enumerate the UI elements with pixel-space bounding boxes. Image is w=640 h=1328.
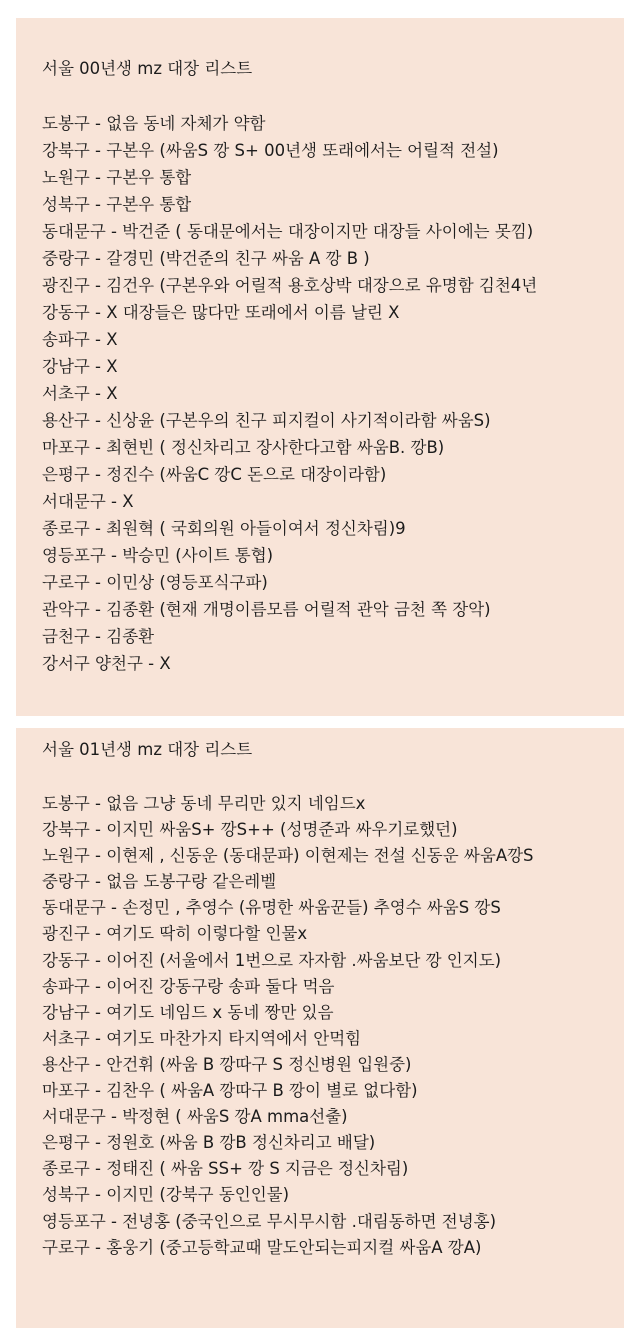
- list-item: 강북구 - 이지민 싸움S+ 깡S++ (성명준과 싸우기로했던): [42, 820, 458, 840]
- list-item: 송파구 - X: [42, 330, 118, 349]
- list-item: 영등포구 - 박승민 (사이트 통협): [42, 546, 274, 565]
- list-item: 구로구 - 이민상 (영등포식구파): [42, 573, 268, 592]
- list-item: 송파구 - 이어진 강동구랑 송파 둘다 먹음: [42, 976, 335, 996]
- list-item: 금천구 - 김종환: [42, 627, 155, 646]
- list-item: 영등포구 - 전녕홍 (중국인으로 무시무시함 .대림동하면 전녕홍): [42, 1211, 497, 1231]
- list-item: 관악구 - 김종환 (현재 개명이름모름 어릴적 관악 금천 쪽 장악): [42, 600, 491, 619]
- list-item: 용산구 - 안건휘 (싸움 B 깡따구 S 정신병원 입원중): [42, 1054, 412, 1074]
- list-item: 서초구 - 여기도 마찬가지 타지역에서 안먹힘: [42, 1028, 362, 1048]
- list-item: 서초구 - X: [42, 384, 118, 403]
- list-item: 중랑구 - 갈경민 (박건준의 친구 싸움 A 깡 B ): [42, 249, 370, 268]
- list-card-2000: [16, 18, 624, 716]
- list-item: 동대문구 - 손정민 , 추영수 (유명한 싸움꾼들) 추영수 싸움S 깡S: [42, 898, 501, 918]
- list-item: 서대문구 - X: [42, 492, 134, 511]
- list-item: 강동구 - 이어진 (서울에서 1번으로 자자함 .싸움보단 깡 인지도): [42, 950, 502, 970]
- list-item: 성북구 - 이지민 (강북구 동인인물): [42, 1185, 290, 1205]
- list-item: 은평구 - 정진수 (싸움C 깡C 돈으로 대장이라함): [42, 465, 387, 484]
- list-item: 중랑구 - 없음 도봉구랑 같은레벨: [42, 872, 277, 892]
- district-list: [42, 110, 618, 677]
- list-item: 강북구 - 구본우 (싸움S 깡 S+ 00년생 또래에서는 어릴적 전설): [42, 141, 499, 160]
- list-item: 종로구 - 최원혁 ( 국회의원 아들이여서 정신차림)9: [42, 519, 406, 538]
- list-item: 마포구 - 최현빈 ( 정신차리고 장사한다고함 싸움B. 깡B): [42, 438, 445, 457]
- list-item: 강동구 - X 대장들은 많다만 또래에서 이름 날린 X: [42, 303, 400, 322]
- list-item: 도봉구 - 없음 그냥 동네 무리만 있지 네임드x: [42, 794, 366, 813]
- district-list: [42, 791, 618, 1261]
- list-item: 노원구 - 구본우 통합: [42, 168, 192, 187]
- list-card-2001: [16, 728, 624, 1328]
- list-item: 광진구 - 여기도 딱히 이렇다할 인물x: [42, 924, 308, 944]
- list-item: 동대문구 - 박건준 ( 동대문에서는 대장이지만 대장들 사이에는 못낌): [42, 222, 534, 241]
- list-item: 강남구 - 여기도 네임드 x 동네 짱만 있음: [42, 1002, 334, 1022]
- list-title: 서울 01년생 mz 대장 리스트: [42, 740, 253, 759]
- list-item: 서대문구 - 박정현 ( 싸움S 깡A mma선출): [42, 1107, 348, 1127]
- list-item: 종로구 - 정태진 ( 싸움 SS+ 깡 S 지금은 정신차림): [42, 1159, 409, 1179]
- list-item: 성북구 - 구본우 통합: [42, 195, 192, 214]
- list-item: 은평구 - 정원호 (싸움 B 깡B 정신차리고 배달): [42, 1133, 376, 1153]
- list-title: 서울 00년생 mz 대장 리스트: [42, 59, 253, 78]
- list-item: 용산구 - 신상윤 (구본우의 친구 피지컬이 사기적이라함 싸움S): [42, 411, 491, 430]
- list-item: 노원구 - 이현제 , 신동운 (동대문파) 이현제는 전설 신동운 싸움A깡S: [42, 846, 534, 866]
- list-item: 강남구 - X: [42, 357, 118, 376]
- list-item: 마포구 - 김찬우 ( 싸움A 깡따구 B 깡이 별로 없다함): [42, 1081, 418, 1101]
- list-item: 광진구 - 김건우 (구본우와 어릴적 용호상박 대장으로 유명함 김천4년: [42, 276, 538, 295]
- list-item: 구로구 - 홍웅기 (중고등학교때 말도안되는피지컬 싸움A 깡A): [42, 1237, 482, 1257]
- list-item: 도봉구 - 없음 동네 자체가 약함: [42, 114, 266, 133]
- list-item: 강서구 양천구 - X: [42, 654, 171, 673]
